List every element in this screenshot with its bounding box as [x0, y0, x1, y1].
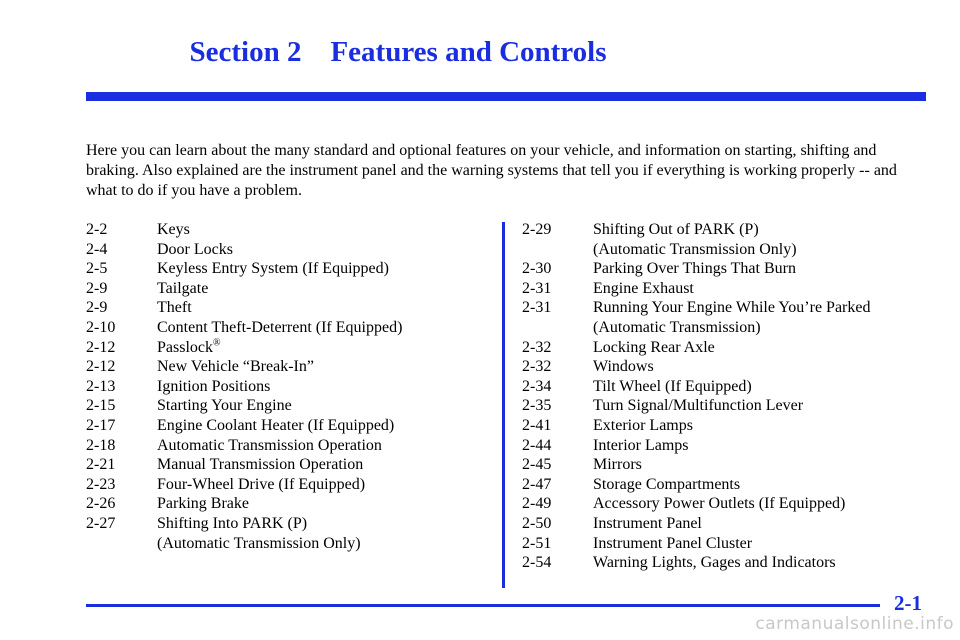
- toc-entry-title: [157, 318, 498, 338]
- toc-entry-title: [157, 338, 498, 358]
- toc-entry: [86, 455, 498, 475]
- toc-entry-title: [593, 259, 926, 279]
- toc-entry-title: [157, 298, 498, 318]
- toc-page-number: 2-31: [522, 299, 552, 317]
- toc-page-number: 2-2: [86, 221, 108, 238]
- toc-entry: [522, 220, 926, 240]
- toc-entry-text: Accessory Power Outlets (If Equipped): [593, 495, 846, 513]
- toc-page-number: 2-9: [86, 299, 108, 317]
- footer-rule: [86, 604, 880, 607]
- toc-entry-text: Exterior Lamps: [593, 416, 693, 434]
- toc-entry-title: [157, 436, 498, 456]
- toc-page-number: 2-29: [522, 221, 552, 238]
- toc-entry-text: Interior Lamps: [593, 436, 689, 454]
- toc-entry-title: [593, 436, 926, 456]
- toc-entry-text: Parking Over Things That Burn: [593, 260, 796, 278]
- toc-page-number: 2-18: [86, 436, 116, 454]
- toc-entry: [522, 318, 926, 338]
- toc-entry-title: [157, 220, 498, 240]
- toc-entry: [86, 357, 498, 377]
- toc-entry-title: [157, 475, 498, 495]
- toc-page-number: 2-35: [522, 397, 552, 415]
- toc-entry-title: [593, 338, 926, 358]
- toc-page-number: 2-9: [86, 279, 108, 297]
- toc-entry-text: Automatic Transmission Operation: [157, 436, 382, 454]
- toc-entry-title: [593, 553, 926, 573]
- section-title: Section 2 Features and Controls: [189, 36, 607, 68]
- toc-page-number: 2-51: [522, 534, 552, 552]
- toc-entry-text: New Vehicle “Break-In”: [157, 358, 314, 376]
- toc-entry-title: [593, 240, 926, 260]
- toc-entry: [522, 259, 926, 279]
- toc-entry-title: [157, 396, 498, 416]
- toc-entry: [522, 240, 926, 260]
- toc-entry-text: Storage Compartments: [593, 475, 741, 493]
- toc-page-number: 2-21: [86, 456, 116, 474]
- toc-entry-title: [157, 259, 498, 279]
- toc-page-number: 2-50: [522, 514, 552, 532]
- column-divider: [502, 222, 505, 588]
- toc-entry: [86, 240, 498, 260]
- toc-entry-title: [157, 240, 498, 260]
- toc-page-number: 2-32: [522, 358, 552, 376]
- toc-entry-text: (Automatic Transmission Only): [157, 534, 361, 552]
- toc-entry: [522, 357, 926, 377]
- toc-page-number: 2-41: [522, 416, 552, 434]
- toc-entry: [522, 534, 926, 554]
- toc-entry-title: [157, 416, 498, 436]
- toc-entry-title: [593, 279, 926, 299]
- toc-entry-title: [593, 377, 926, 397]
- toc-entry-text: Tilt Wheel (If Equipped): [593, 377, 752, 395]
- toc-entry-title: [157, 377, 498, 397]
- toc-entry-text: Turn Signal/Multifunction Lever: [593, 397, 804, 415]
- toc-page-number: 2-26: [86, 495, 116, 513]
- toc-entry: [522, 338, 926, 358]
- toc-page-number: 2-4: [86, 240, 108, 258]
- toc-page-number: 2-5: [86, 260, 108, 278]
- toc-entry: [522, 416, 926, 436]
- toc-page-number: 2-49: [522, 495, 552, 513]
- toc-entry-title: [593, 396, 926, 416]
- toc-entry-text: Content Theft-Deterrent (If Equipped): [157, 318, 403, 336]
- toc-entry-text: Running Your Engine While You’re Parked: [593, 299, 871, 317]
- toc-entry: [522, 514, 926, 534]
- toc-page-number: [522, 240, 593, 260]
- toc-entry-title: [157, 357, 498, 377]
- toc-page-number: 2-45: [522, 456, 552, 474]
- toc-entry-text: Theft: [157, 299, 192, 317]
- toc-page-number: 2-12: [86, 338, 116, 356]
- toc-entry: [522, 377, 926, 397]
- toc-entry: [86, 396, 498, 416]
- watermark-text: carmanualsonline.info: [755, 614, 954, 634]
- toc-entry: [86, 279, 498, 299]
- toc-entry: [522, 494, 926, 514]
- toc-entry-title: [157, 279, 498, 299]
- toc-page-number: 2-23: [86, 475, 116, 493]
- toc-entry: [522, 455, 926, 475]
- toc-page-number: 2-47: [522, 475, 552, 493]
- toc-entry-text: Windows: [593, 358, 654, 376]
- toc-entry: [86, 338, 498, 358]
- toc-entry: [86, 377, 498, 397]
- toc-page-number: 2-27: [86, 514, 116, 532]
- toc-entry: [86, 259, 498, 279]
- toc-entry: [86, 318, 498, 338]
- toc-entry-text: Starting Your Engine: [157, 397, 292, 415]
- toc-page-number: [522, 318, 593, 338]
- toc-page-number: 2-30: [522, 260, 552, 278]
- toc-entry-title: [593, 298, 926, 318]
- toc-entry: [86, 298, 498, 318]
- toc-entry-text: Shifting Into PARK (P): [157, 514, 308, 532]
- toc-entry: [86, 416, 498, 436]
- toc-entry-text: Instrument Panel: [593, 514, 702, 532]
- toc-entry-title: [157, 455, 498, 475]
- toc-entry: [86, 220, 498, 240]
- toc-entry-title: [593, 494, 926, 514]
- toc-entry-text: Locking Rear Axle: [593, 338, 715, 356]
- toc-entry-text: Instrument Panel Cluster: [593, 534, 753, 552]
- toc-entry-text: Engine Coolant Heater (If Equipped): [157, 416, 395, 434]
- toc-entry-title: [593, 514, 926, 534]
- toc-page-number: 2-34: [522, 377, 552, 395]
- toc-page-number: 2-15: [86, 397, 116, 415]
- toc-entry: [522, 279, 926, 299]
- toc-entry-text: Door Locks: [157, 240, 233, 258]
- toc-page-number: 2-44: [522, 436, 552, 454]
- intro-paragraph: Here you can learn about the many standard and optional features on your vehicle, and information on starting, shifting and braking. Also explained are the instrument panel and the warning systems that tell you if everything is working properly -- and what to do if you have a problem.: [86, 142, 897, 199]
- toc-entry-text: Ignition Positions: [157, 377, 271, 395]
- toc-entry-text: Tailgate: [157, 279, 209, 297]
- toc-page-number: 2-32: [522, 338, 552, 356]
- toc-entry-text: Parking Brake: [157, 495, 249, 513]
- toc-entry-text: Keyless Entry System (If Equipped): [157, 260, 389, 278]
- toc-entry-title: [593, 455, 926, 475]
- toc-page-number: 2-54: [522, 554, 552, 572]
- toc-entry: [522, 436, 926, 456]
- toc-page-number: [86, 534, 157, 554]
- toc-entry-text: (Automatic Transmission): [593, 318, 761, 336]
- toc-entry-text: Warning Lights, Gages and Indicators: [593, 554, 836, 572]
- toc-entry-text: Keys: [157, 221, 190, 238]
- toc-entry: [86, 514, 498, 534]
- toc-entry-title: [593, 357, 926, 377]
- toc-entry-title: [593, 220, 926, 240]
- toc-entry-title: [157, 534, 498, 554]
- toc-left-column: [86, 220, 498, 553]
- header-rule: [86, 92, 926, 101]
- toc-entry-title: [593, 318, 926, 338]
- toc-entry: [86, 475, 498, 495]
- toc-entry-title: [157, 514, 498, 534]
- toc-page-number: 2-13: [86, 377, 116, 395]
- toc-entry: [522, 475, 926, 495]
- toc-page-number: 2-10: [86, 318, 116, 336]
- toc-entry: [86, 494, 498, 514]
- toc-entry-title: [593, 475, 926, 495]
- toc-entry: [86, 436, 498, 456]
- toc-right-column: [522, 220, 926, 573]
- toc-entry-text: Mirrors: [593, 456, 642, 474]
- toc-entry-title: [593, 416, 926, 436]
- registered-mark: ®: [213, 337, 221, 349]
- toc-entry: [522, 553, 926, 573]
- toc-entry-text: Manual Transmission Operation: [157, 456, 364, 474]
- toc-entry-text: (Automatic Transmission Only): [593, 240, 797, 258]
- toc-entry-title: [593, 534, 926, 554]
- toc-page-number: 2-17: [86, 416, 116, 434]
- toc-entry-text: Four-Wheel Drive (If Equipped): [157, 475, 366, 493]
- toc-page-number: 2-12: [86, 358, 116, 376]
- toc-entry: [86, 534, 498, 554]
- toc-entry-text: Engine Exhaust: [593, 279, 694, 297]
- toc-page-number: 2-31: [522, 279, 552, 297]
- toc-entry: [522, 298, 926, 318]
- toc-entry-text: Passlock: [157, 338, 213, 356]
- toc-entry-title: [157, 494, 498, 514]
- toc-entry: [522, 396, 926, 416]
- page-number: 2-1: [894, 591, 922, 615]
- toc-entry-text: Shifting Out of PARK (P): [593, 221, 759, 238]
